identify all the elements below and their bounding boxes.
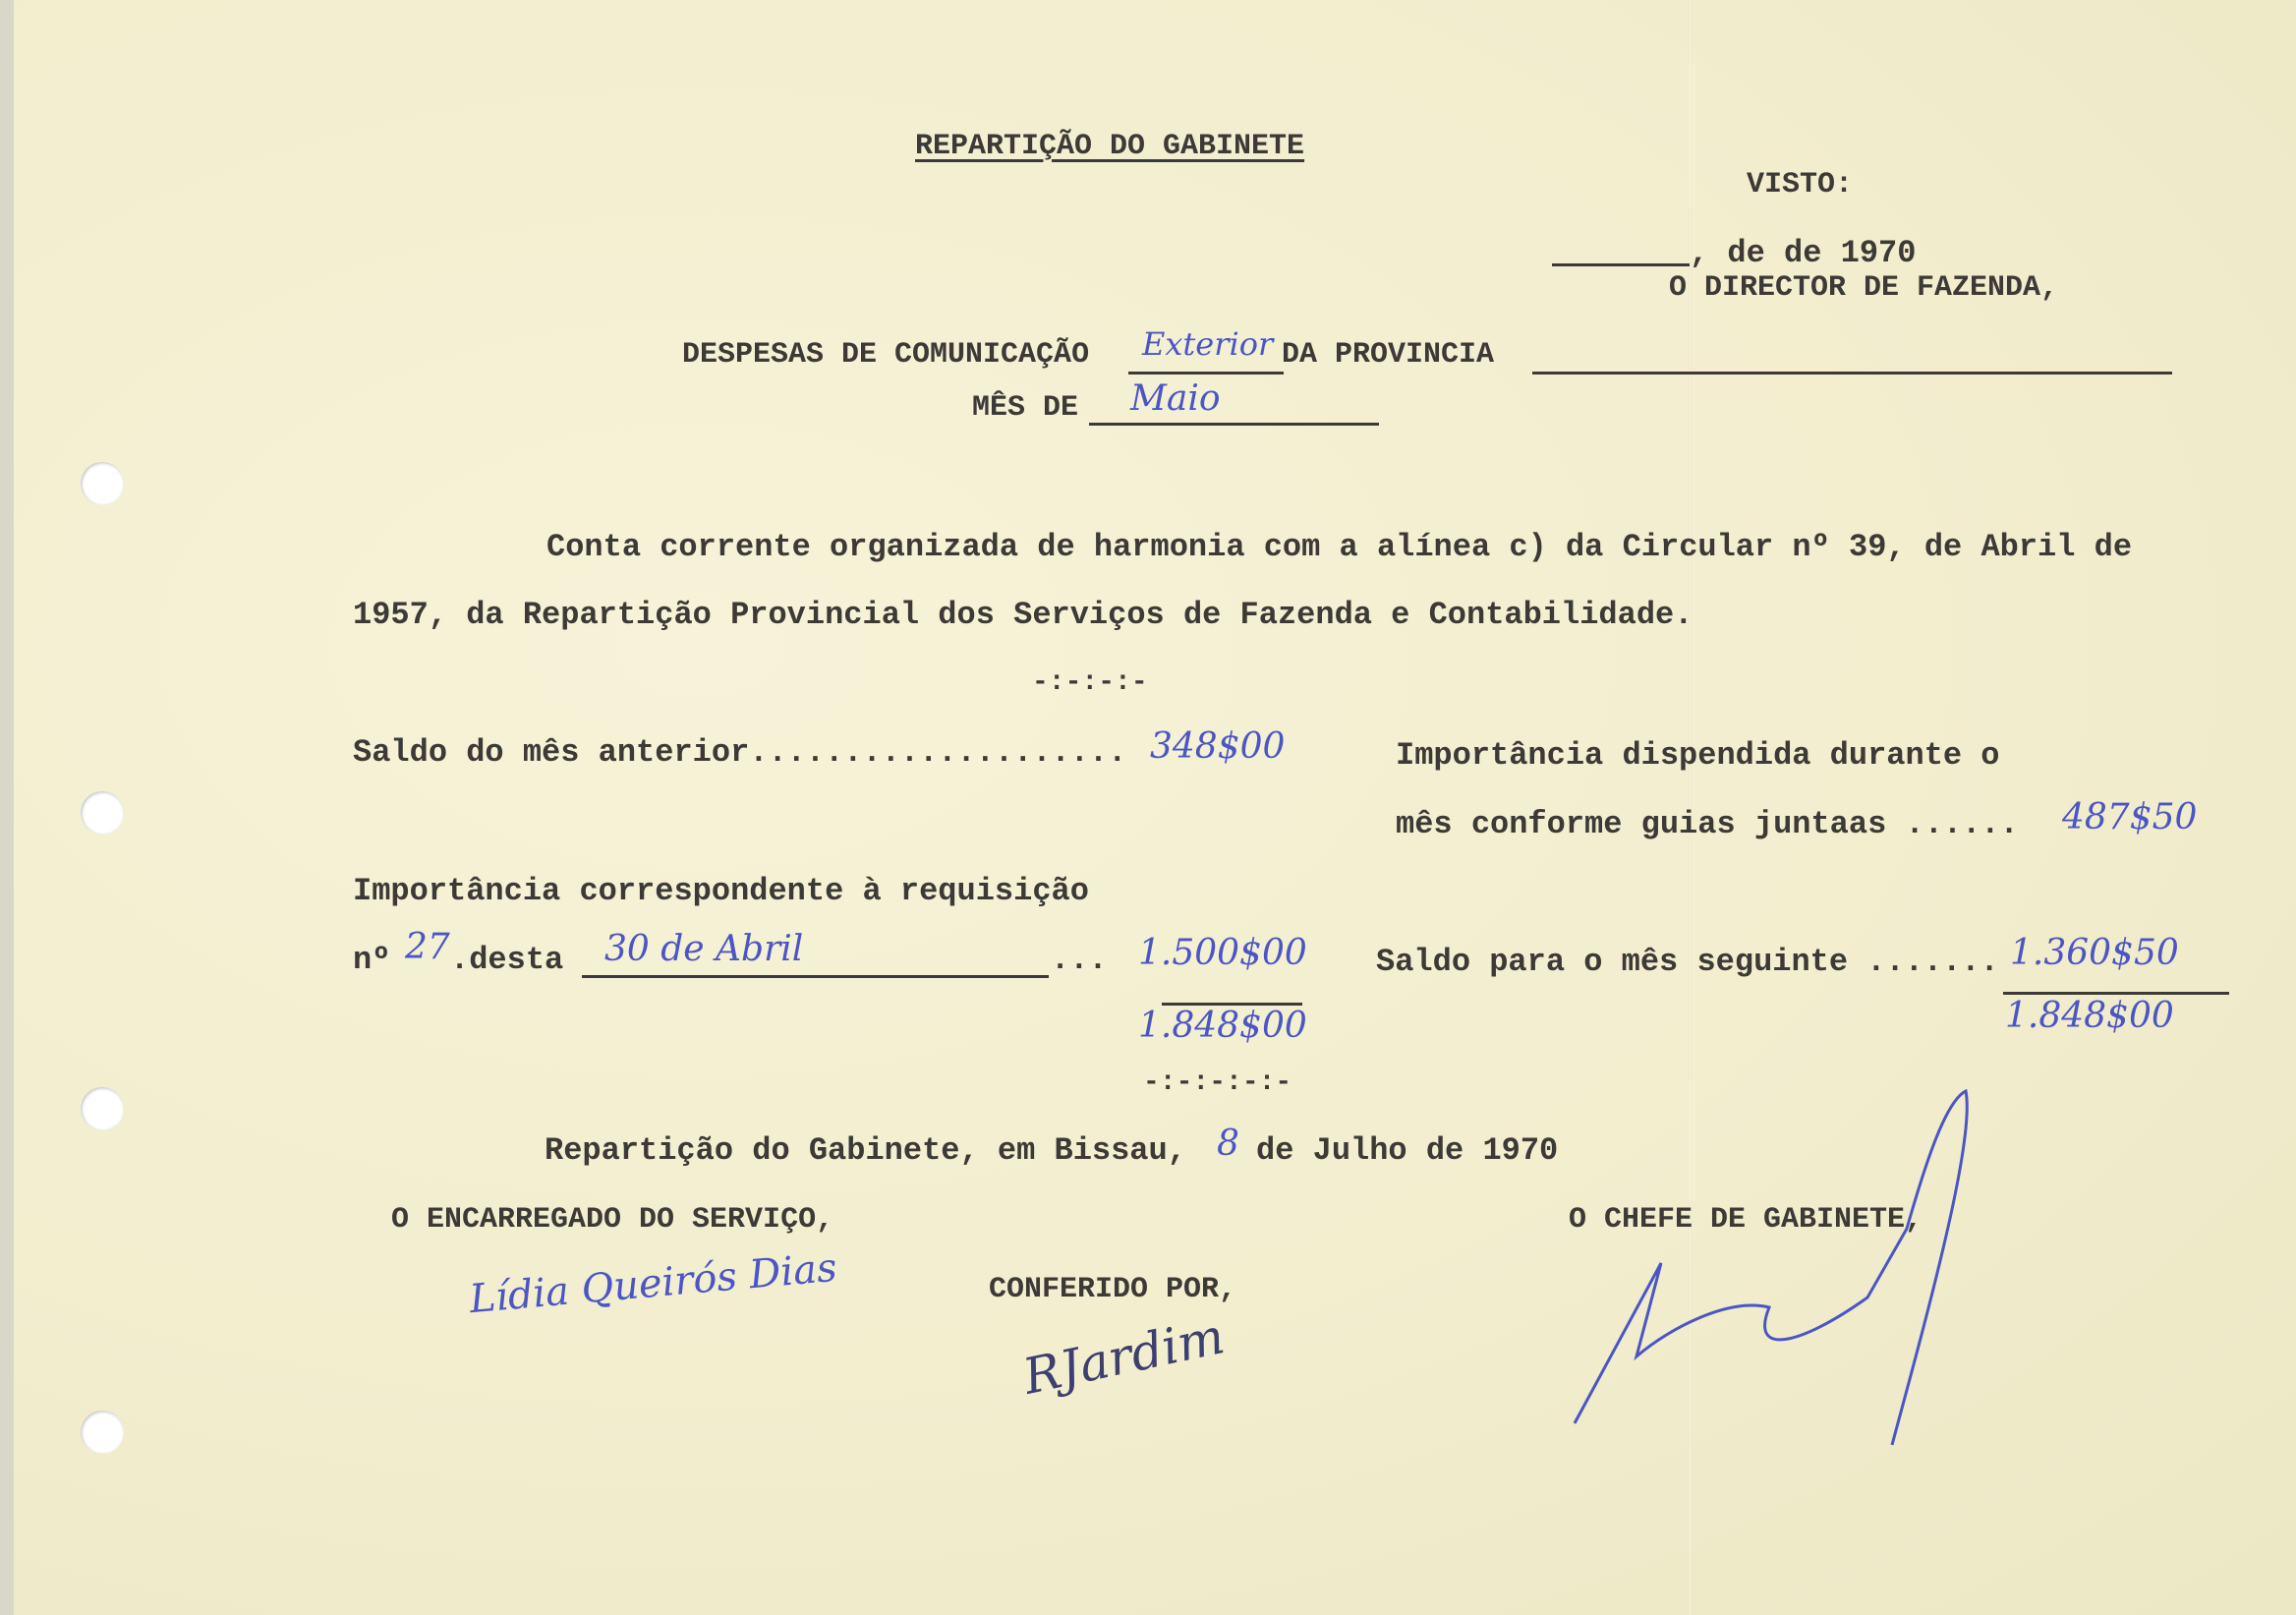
type-handwritten: Exterior: [1142, 325, 1274, 363]
paragraph-line2: 1957, da Repartição Provincial dos Serviços de Fazenda e Contabilidade.: [353, 597, 1693, 633]
day-handwritten: 8: [1217, 1124, 1239, 1164]
separator: -:-:-:-:-: [1143, 1067, 1292, 1098]
place-date-suffix: de Julho de 1970: [1256, 1132, 1559, 1169]
saldo-anterior-value: 348$00: [1150, 726, 1286, 767]
separator: -:-:-:-: [1032, 667, 1148, 698]
requisicao-label: Importância correspondente à requisição: [353, 873, 1089, 909]
conferido-signature: RJardim: [1018, 1307, 1230, 1406]
dispendida-value: 487$50: [2062, 797, 2198, 837]
subject-suffix: DA PROVINCIA: [1282, 338, 1495, 372]
dispendida-label2: mês conforme guias juntaas ......: [1396, 806, 2019, 842]
visto-date: , de de 1970: [1690, 235, 1917, 271]
saldo-seguinte-value: 1.360$50: [2010, 933, 2179, 973]
encarregado-label: O ENCARREGADO DO SERVIÇO,: [391, 1203, 834, 1237]
requisicao-date: 30 de Abril: [604, 929, 804, 969]
paragraph-line1: Conta corrente organizada de harmonia com a alínea c) da Circular nº 39, de Abril de: [546, 529, 2133, 565]
chefe-label: O CHEFE DE GABINETE,: [1569, 1203, 1923, 1237]
director-label: O DIRECTOR DE FAZENDA,: [1669, 271, 2059, 305]
visto-label: VISTO:: [1747, 168, 1854, 202]
requisicao-no: 27: [405, 927, 450, 967]
dispendida-label1: Importância dispendida durante o: [1396, 737, 2000, 774]
month-handwritten: Maio: [1130, 378, 1221, 419]
saldo-seguinte-label: Saldo para o mês seguinte .......: [1376, 944, 1999, 980]
subject-prefix: DESPESAS DE COMUNICAÇÃO: [682, 338, 1090, 372]
place-date-prefix: Repartição do Gabinete, em Bissau,: [545, 1132, 1186, 1169]
document-title: REPARTIÇÃO DO GABINETE: [915, 130, 1305, 163]
total-right: 1.848$00: [2005, 996, 2174, 1036]
requisicao-dots: ...: [1051, 942, 1108, 978]
requisicao-value: 1.500$00: [1138, 933, 1307, 973]
conferido-label: CONFERIDO POR,: [989, 1273, 1237, 1306]
month-label: MÊS DE: [972, 391, 1079, 425]
encarregado-signature: Lídia Queirós Dias: [467, 1244, 839, 1323]
total-left: 1.848$00: [1138, 1006, 1307, 1046]
saldo-anterior-label: Saldo do mês anterior....................: [353, 734, 1127, 771]
requisicao-no-prefix: nº: [353, 942, 391, 978]
requisicao-desta: .desta: [450, 942, 564, 978]
